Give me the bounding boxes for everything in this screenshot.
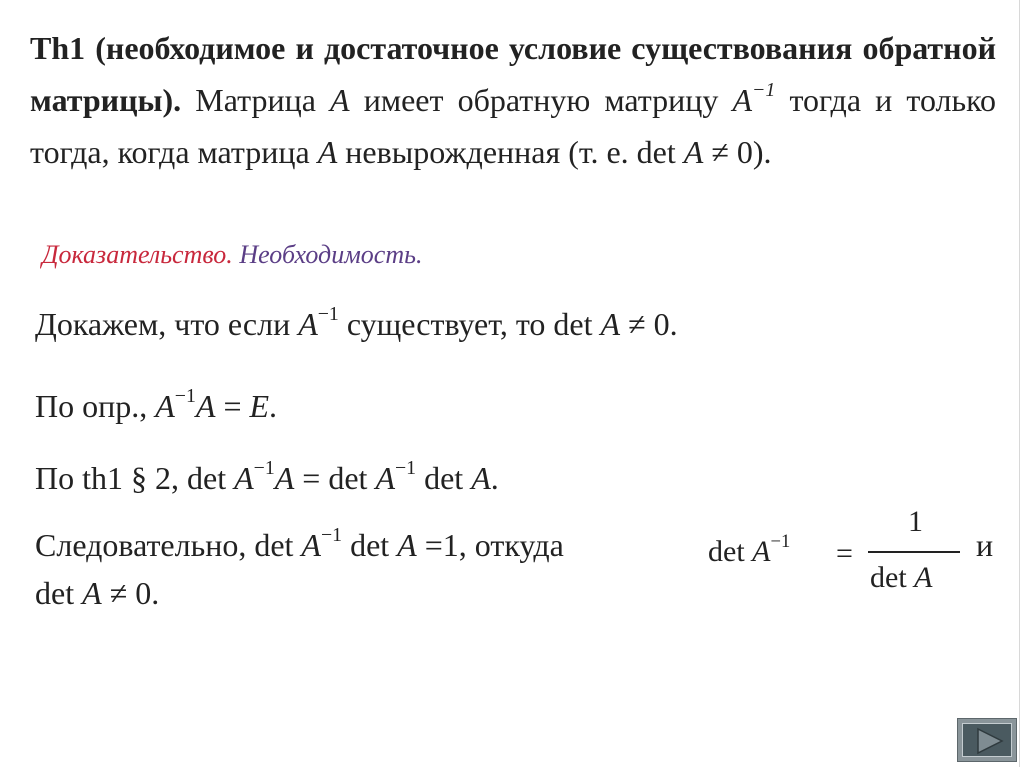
theorem-text-a: Матрица <box>195 82 316 118</box>
theorem-inverse: $A^{-1}$ <box>732 79 776 118</box>
theorem-text-d: невырожденная (т. е. det <box>345 134 676 170</box>
formula-denominator: det A <box>870 561 933 594</box>
theorem-text-e: ≠ 0). <box>711 134 772 170</box>
fraction-bar <box>868 551 960 553</box>
proof-line-5: det A ≠ 0. <box>35 575 160 611</box>
proof-line-1: Докажем, что если $A^{-1}$ существует, то det A ≠ 0. <box>35 303 678 342</box>
theorem-title: Th1 <box>30 30 86 66</box>
theorem-var-a-3: A <box>683 134 704 170</box>
next-slide-button[interactable] <box>957 718 1017 762</box>
theorem-statement <box>30 22 996 178</box>
play-next-icon <box>958 719 1018 763</box>
slide-border <box>1019 0 1020 767</box>
proof-heading <box>42 240 422 270</box>
theorem-var-a-2: A <box>317 134 338 170</box>
theorem-text-b: имеет обратную матрицу <box>363 82 719 118</box>
theorem-title-rest: (необходимое и достаточное условие существования обратной матрицы). <box>30 30 997 118</box>
inverse-det-formula <box>708 505 968 615</box>
inverse-exponent: −1 <box>752 79 776 102</box>
proof-line-4: Следовательно, $\det A^{-1}$ det A =1, откуда <box>35 524 564 563</box>
proof-line-4-and: и <box>976 527 994 563</box>
theorem-text-c: тогда и только тогда, когда матрица <box>30 82 996 170</box>
formula-equals: = <box>836 537 853 570</box>
proof-label: Доказательство. <box>42 240 233 269</box>
proof-necessity: Необходимость. <box>239 240 423 269</box>
formula-left: $\det A^{-1}$ <box>708 531 791 568</box>
proof-line-3: По th1 § 2, $\det A^{-1}A = \det A^{-1}$ det A. <box>35 457 499 496</box>
proof-line-2: По опр., $A^{-1}A = E$. <box>35 385 278 424</box>
theorem-var-a: A <box>330 82 350 118</box>
formula-numerator: 1 <box>908 505 923 538</box>
